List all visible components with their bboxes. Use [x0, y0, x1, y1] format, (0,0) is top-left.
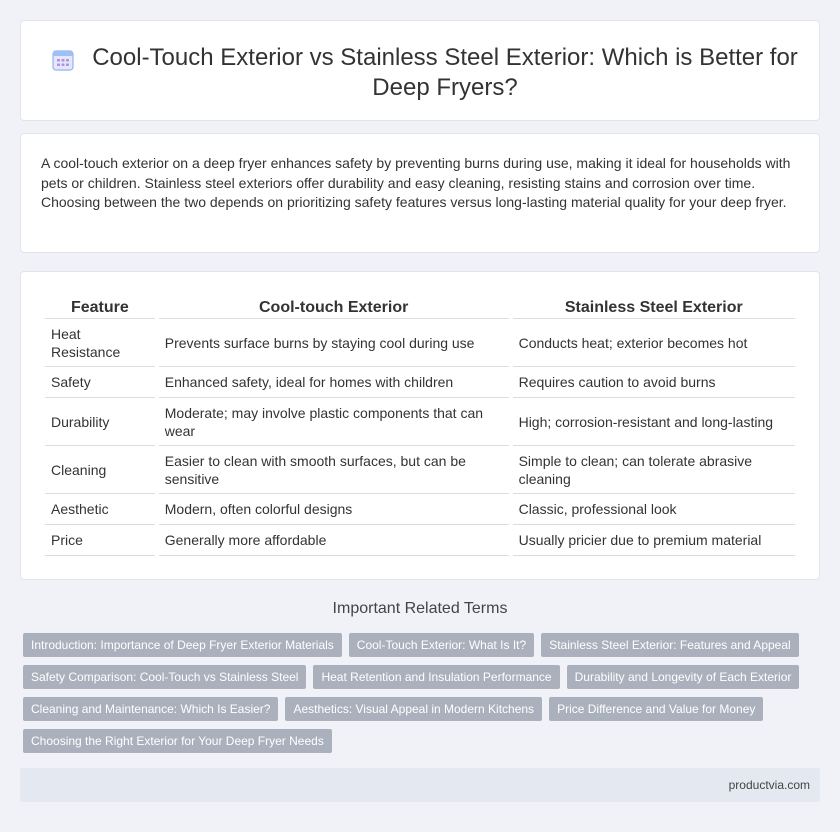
related-term-tag[interactable]: Choosing the Right Exterior for Your Deep Fryer Needs	[23, 729, 332, 753]
cell-feature: Cleaning	[45, 446, 155, 494]
related-term-tag[interactable]: Cleaning and Maintenance: Which Is Easier?	[23, 697, 278, 721]
comparison-card	[20, 271, 820, 580]
cell-cool-touch: Enhanced safety, ideal for homes with children	[159, 367, 509, 398]
calendar-icon	[51, 48, 75, 72]
cell-stainless-steel: High; corrosion-resistant and long-lasting	[513, 398, 795, 446]
table-row	[45, 446, 795, 494]
table-row	[45, 367, 795, 398]
related-terms-heading: Important Related Terms	[332, 600, 508, 617]
header-cool-touch: Cool-touch Exterior	[159, 294, 509, 319]
footer-site-link[interactable]: productvia.com	[728, 778, 810, 792]
table-row	[45, 525, 795, 556]
related-term-tag[interactable]: Safety Comparison: Cool-Touch vs Stainless Steel	[23, 665, 306, 689]
footer	[20, 768, 820, 802]
related-term-tag[interactable]: Introduction: Importance of Deep Fryer Exterior Materials	[23, 633, 342, 657]
comparison-table	[41, 294, 799, 556]
related-term-tag[interactable]: Stainless Steel Exterior: Features and Appeal	[541, 633, 798, 657]
page-title: Cool-Touch Exterior vs Stainless Steel Exterior: Which is Better for Deep Fryers?	[92, 44, 798, 101]
related-term-tag[interactable]: Durability and Longevity of Each Exterior	[567, 665, 800, 689]
table-row	[45, 319, 795, 367]
related-term-tag[interactable]: Cool-Touch Exterior: What Is It?	[349, 633, 534, 657]
tag-row	[23, 697, 803, 721]
cell-feature: Price	[45, 525, 155, 556]
cell-cool-touch: Moderate; may involve plastic components that can wear	[159, 398, 509, 446]
cell-cool-touch: Easier to clean with smooth surfaces, but can be sensitive	[159, 446, 509, 494]
cell-stainless-steel: Simple to clean; can tolerate abrasive cleaning	[513, 446, 795, 494]
intro-paragraph: A cool-touch exterior on a deep fryer enhances safety by preventing burns during use, making it ideal for households with pets or children. Stainless steel exteriors offer durability and easy cleaning, resisting stains and corrosion over time. Choosing between the two depends on prioritizing safety features versus long-lasting material quality for your deep fryer.	[41, 155, 791, 210]
related-term-tag[interactable]: Aesthetics: Visual Appeal in Modern Kitchens	[285, 697, 542, 721]
cell-stainless-steel: Conducts heat; exterior becomes hot	[513, 319, 795, 367]
related-terms-tags	[23, 633, 803, 761]
cell-cool-touch: Modern, often colorful designs	[159, 494, 509, 525]
cell-cool-touch: Prevents surface burns by staying cool during use	[159, 319, 509, 367]
cell-cool-touch: Generally more affordable	[159, 525, 509, 556]
cell-feature: Safety	[45, 367, 155, 398]
cell-stainless-steel: Requires caution to avoid burns	[513, 367, 795, 398]
header-stainless-steel: Stainless Steel Exterior	[513, 294, 795, 319]
header-feature: Feature	[45, 294, 155, 319]
table-row	[45, 398, 795, 446]
related-term-tag[interactable]: Price Difference and Value for Money	[549, 697, 763, 721]
related-term-tag[interactable]: Heat Retention and Insulation Performance	[313, 665, 559, 689]
cell-stainless-steel: Usually pricier due to premium material	[513, 525, 795, 556]
cell-feature: Durability	[45, 398, 155, 446]
intro-card	[20, 133, 820, 253]
tag-row	[23, 665, 803, 689]
table-row	[45, 494, 795, 525]
cell-feature: Aesthetic	[45, 494, 155, 525]
cell-feature: Heat Resistance	[45, 319, 155, 367]
cell-stainless-steel: Classic, professional look	[513, 494, 795, 525]
tag-row	[23, 633, 803, 657]
tag-row	[23, 729, 803, 753]
table-header-row	[45, 294, 795, 319]
title-card	[20, 20, 820, 121]
